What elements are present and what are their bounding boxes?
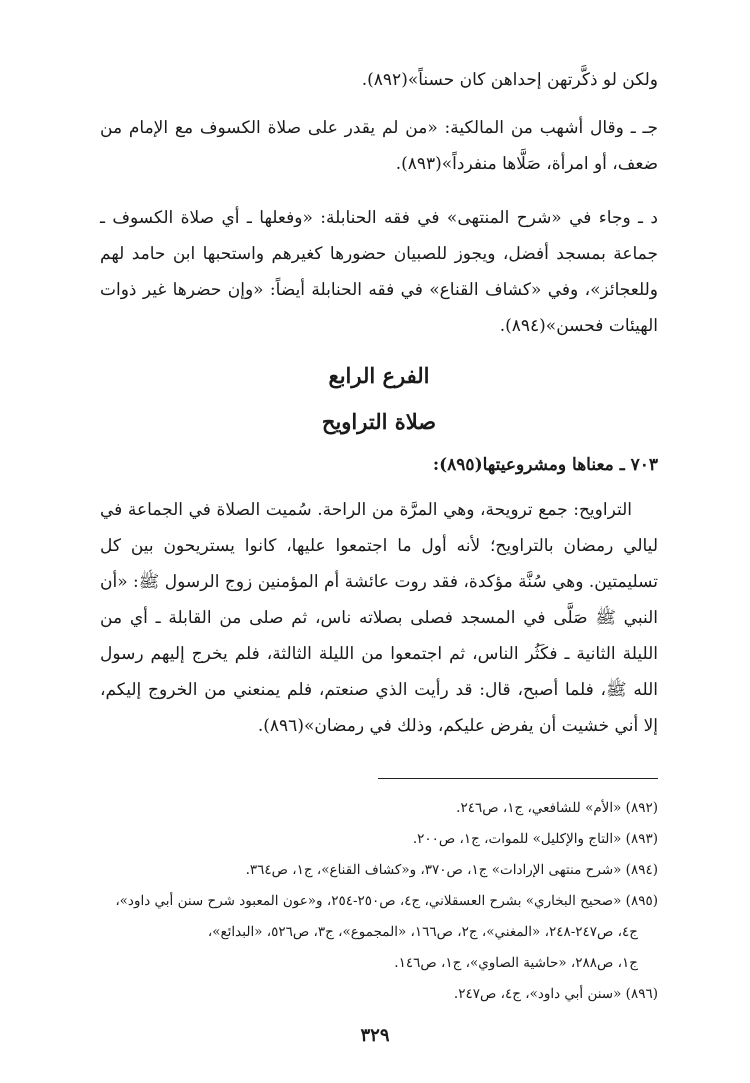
paragraph-continuation: ولكن لو ذكَّرتهن إحداهن كان حسناً»(٨٩٢). [361, 70, 658, 90]
footnote-895-cont-1: ج٤، ص٢٤٧-٢٤٨، «المغني»، ج٢، ص١٦٦، «المجموع»، ج٣، ص٥٢٦، «البدائع»، [207, 924, 638, 940]
footnote-893: (٨٩٣) «التاج والإكليل» للموات، ج١، ص٢٠٠. [412, 831, 658, 847]
footnote-divider [378, 778, 658, 779]
page-number: ٣٢٩ [360, 1025, 390, 1046]
paragraph-item-dal: د ـ وجاء في «شرح المنتهى» في فقه الحنابلة: «وفعلها ـ أي صلاة الكسوف ـ جماعة بمسجد أفضل، ويجوز للصبيان حضورها كغيرهم واستحبها ابن حامد لهم وللعجائز»، وفي «كشاف القناع» في فقه الحنابلة أيضاً: «وإن حضرها غير ذوات الهيئات فحسن»(٨٩٤). [100, 208, 658, 336]
footnote-892: (٨٩٢) «الأم» للشافعي، ج١، ص٢٤٦. [456, 800, 658, 816]
section-title: ٧٠٣ ـ معناها ومشروعيتها(٨٩٥): [432, 455, 658, 475]
footnote-896: (٨٩٦) «سنن أبي داود»، ج٤، ص٢٤٧. [453, 986, 658, 1002]
footnote-895-cont-2: ج١، ص٢٨٨، «حاشية الصاوي»، ج١، ص١٤٦. [394, 955, 638, 971]
topic-heading: صلاة التراويح [321, 409, 437, 434]
footnotes [100, 793, 658, 1010]
footnote-895: (٨٩٥) «صحيح البخاري» بشرح العسقلاني، ج٤، ص٢٥٠-٢٥٤، و«عون المعبود شرح سنن أبي داود»، [115, 893, 658, 909]
section-body: التراويح: جمع ترويحة، وهي المرَّة من الراحة. سُميت الصلاة في الجماعة في ليالي رمضان بالتراويح؛ لأنه أول ما اجتمعوا عليها، كانوا يستريحون بين كل تسليمتين. وهي سُنَّة مؤكدة، فقد روت عائشة أم المؤمنين زوج الرسول ﷺ: «أن النبي ﷺ صَلَّى في المسجد فصلى بصلاته ناس، ثم صلى من القابلة ـ أي من الليلة الثانية ـ فكَثُر الناس، ثم اجتمعوا من الليلة الثالثة، فلم يخرج إليهم رسول الله ﷺ، فلما أصبح، قال: قد رأيت الذي صنعتم، فلم يمنعني من الخروج إليكم، إلا أني خشيت أن يفرض عليكم، وذلك في رمضان»(٨٩٦). [100, 500, 659, 736]
footnote-894: (٨٩٤) «شرح منتهى الإرادات» ج١، ص٣٧٠، و«كشاف القناع»، ج١، ص٣٦٤. [245, 862, 658, 878]
branch-heading: الفرع الرابع [328, 363, 430, 388]
paragraph-item-jeem: جـ ـ وقال أشهب من المالكية: «من لم يقدر على صلاة الكسوف مع الإمام من ضعف، أو امرأة، صَلَّاها منفرداً»(٨٩٣). [100, 118, 658, 174]
